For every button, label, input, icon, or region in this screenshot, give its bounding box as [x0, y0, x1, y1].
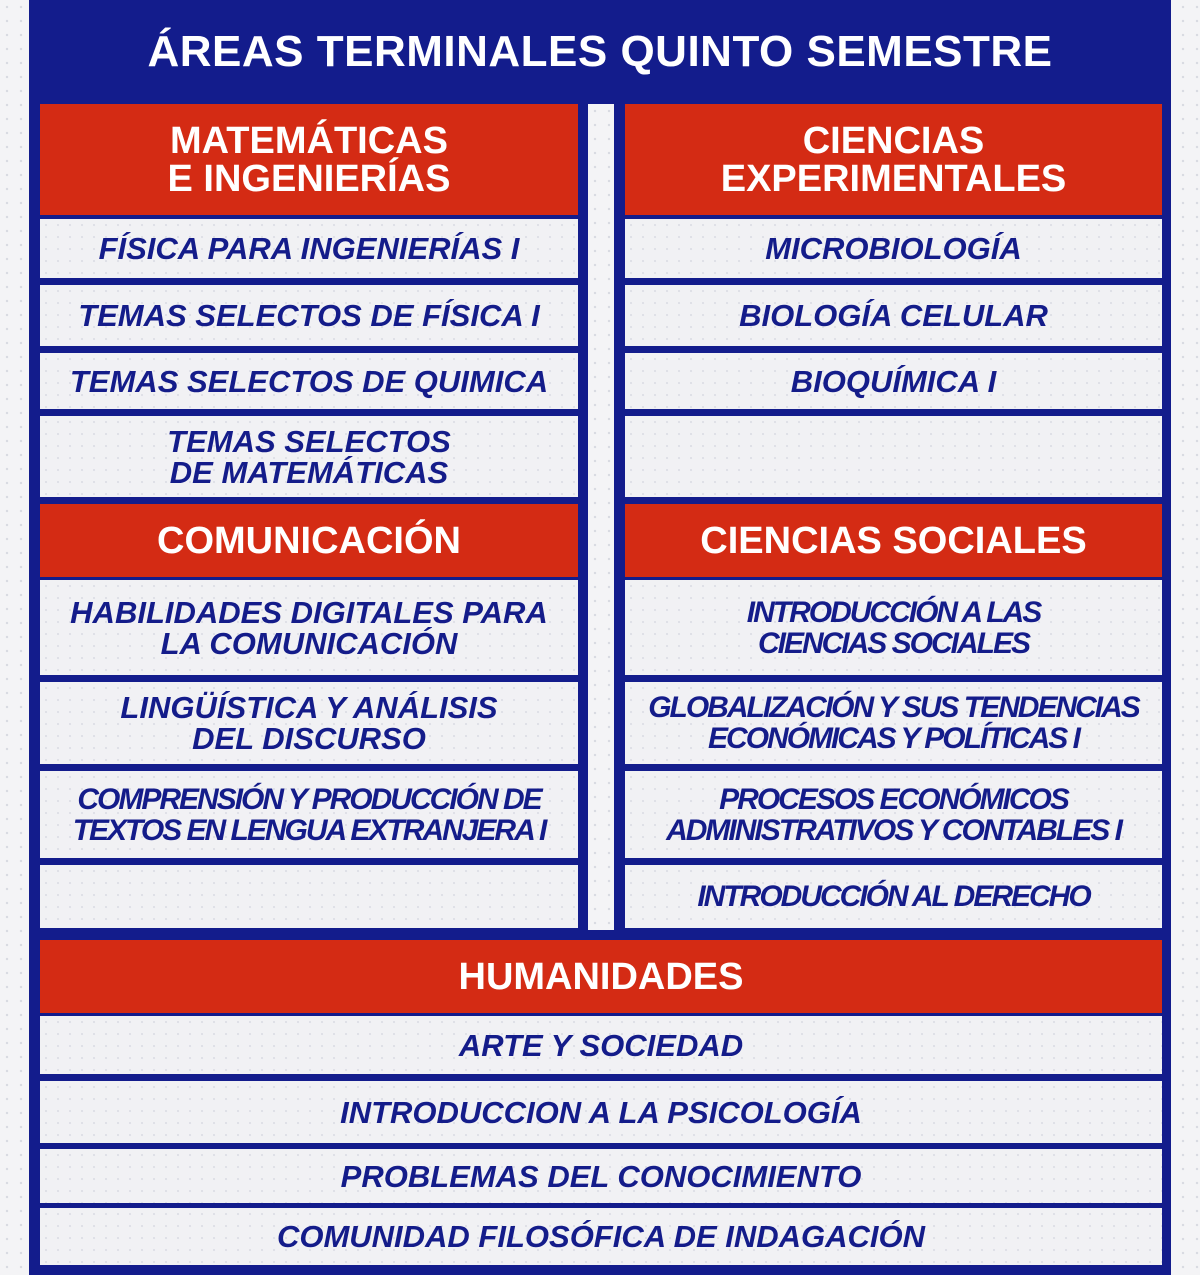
- subject-cell: TEMAS SELECTOS DE MATEMÁTICAS: [40, 416, 578, 497]
- page-title: ÁREAS TERMINALES QUINTO SEMESTRE: [147, 27, 1053, 76]
- section-header-comunicacion: COMUNICACIÓN: [40, 504, 578, 577]
- subject-cell: GLOBALIZACIÓN Y SUS TENDENCIAS ECONÓMICAS Y POLÍTICAS I: [625, 682, 1162, 764]
- subject-cell: COMPRENSIÓN Y PRODUCCIÓN DE TEXTOS EN LENGUA EXTRANJERA I: [40, 771, 578, 858]
- subject-cell: INTRODUCCIÓN A LAS CIENCIAS SOCIALES: [625, 580, 1162, 675]
- subject-cell: FÍSICA PARA INGENIERÍAS I: [40, 219, 578, 278]
- subject-cell: TEMAS SELECTOS DE FÍSICA I: [40, 285, 578, 346]
- subject-cell: HABILIDADES DIGITALES PARA LA COMUNICACIÓN: [40, 580, 578, 675]
- empty-cell: [625, 416, 1162, 497]
- section-header-humanidades: HUMANIDADES: [40, 940, 1162, 1013]
- subject-cell: COMUNIDAD FILOSÓFICA DE INDAGACIÓN: [40, 1208, 1162, 1265]
- section-header-matematicas: MATEMÁTICAS E INGENIERÍAS: [40, 104, 578, 215]
- subject-cell: BIOLOGÍA CELULAR: [625, 285, 1162, 346]
- subject-cell: LINGÜÍSTICA Y ANÁLISIS DEL DISCURSO: [40, 682, 578, 764]
- subject-cell: BIOQUÍMICA I: [625, 353, 1162, 409]
- subject-cell: PROCESOS ECONÓMICOS ADMINISTRATIVOS Y CONTABLES I: [625, 771, 1162, 858]
- empty-cell: [40, 865, 578, 928]
- subject-cell: TEMAS SELECTOS DE QUIMICA: [40, 353, 578, 409]
- subject-cell: INTRODUCCIÓN AL DERECHO: [625, 865, 1162, 928]
- column-divider: [588, 104, 614, 930]
- subject-cell: ARTE Y SOCIEDAD: [40, 1016, 1162, 1074]
- subject-cell: PROBLEMAS DEL CONOCIMIENTO: [40, 1149, 1162, 1203]
- section-header-sociales: CIENCIAS SOCIALES: [625, 504, 1162, 577]
- section-header-experimentales: CIENCIAS EXPERIMENTALES: [625, 104, 1162, 215]
- subject-cell: MICROBIOLOGÍA: [625, 219, 1162, 278]
- subject-cell: INTRODUCCION A LA PSICOLOGÍA: [40, 1081, 1162, 1143]
